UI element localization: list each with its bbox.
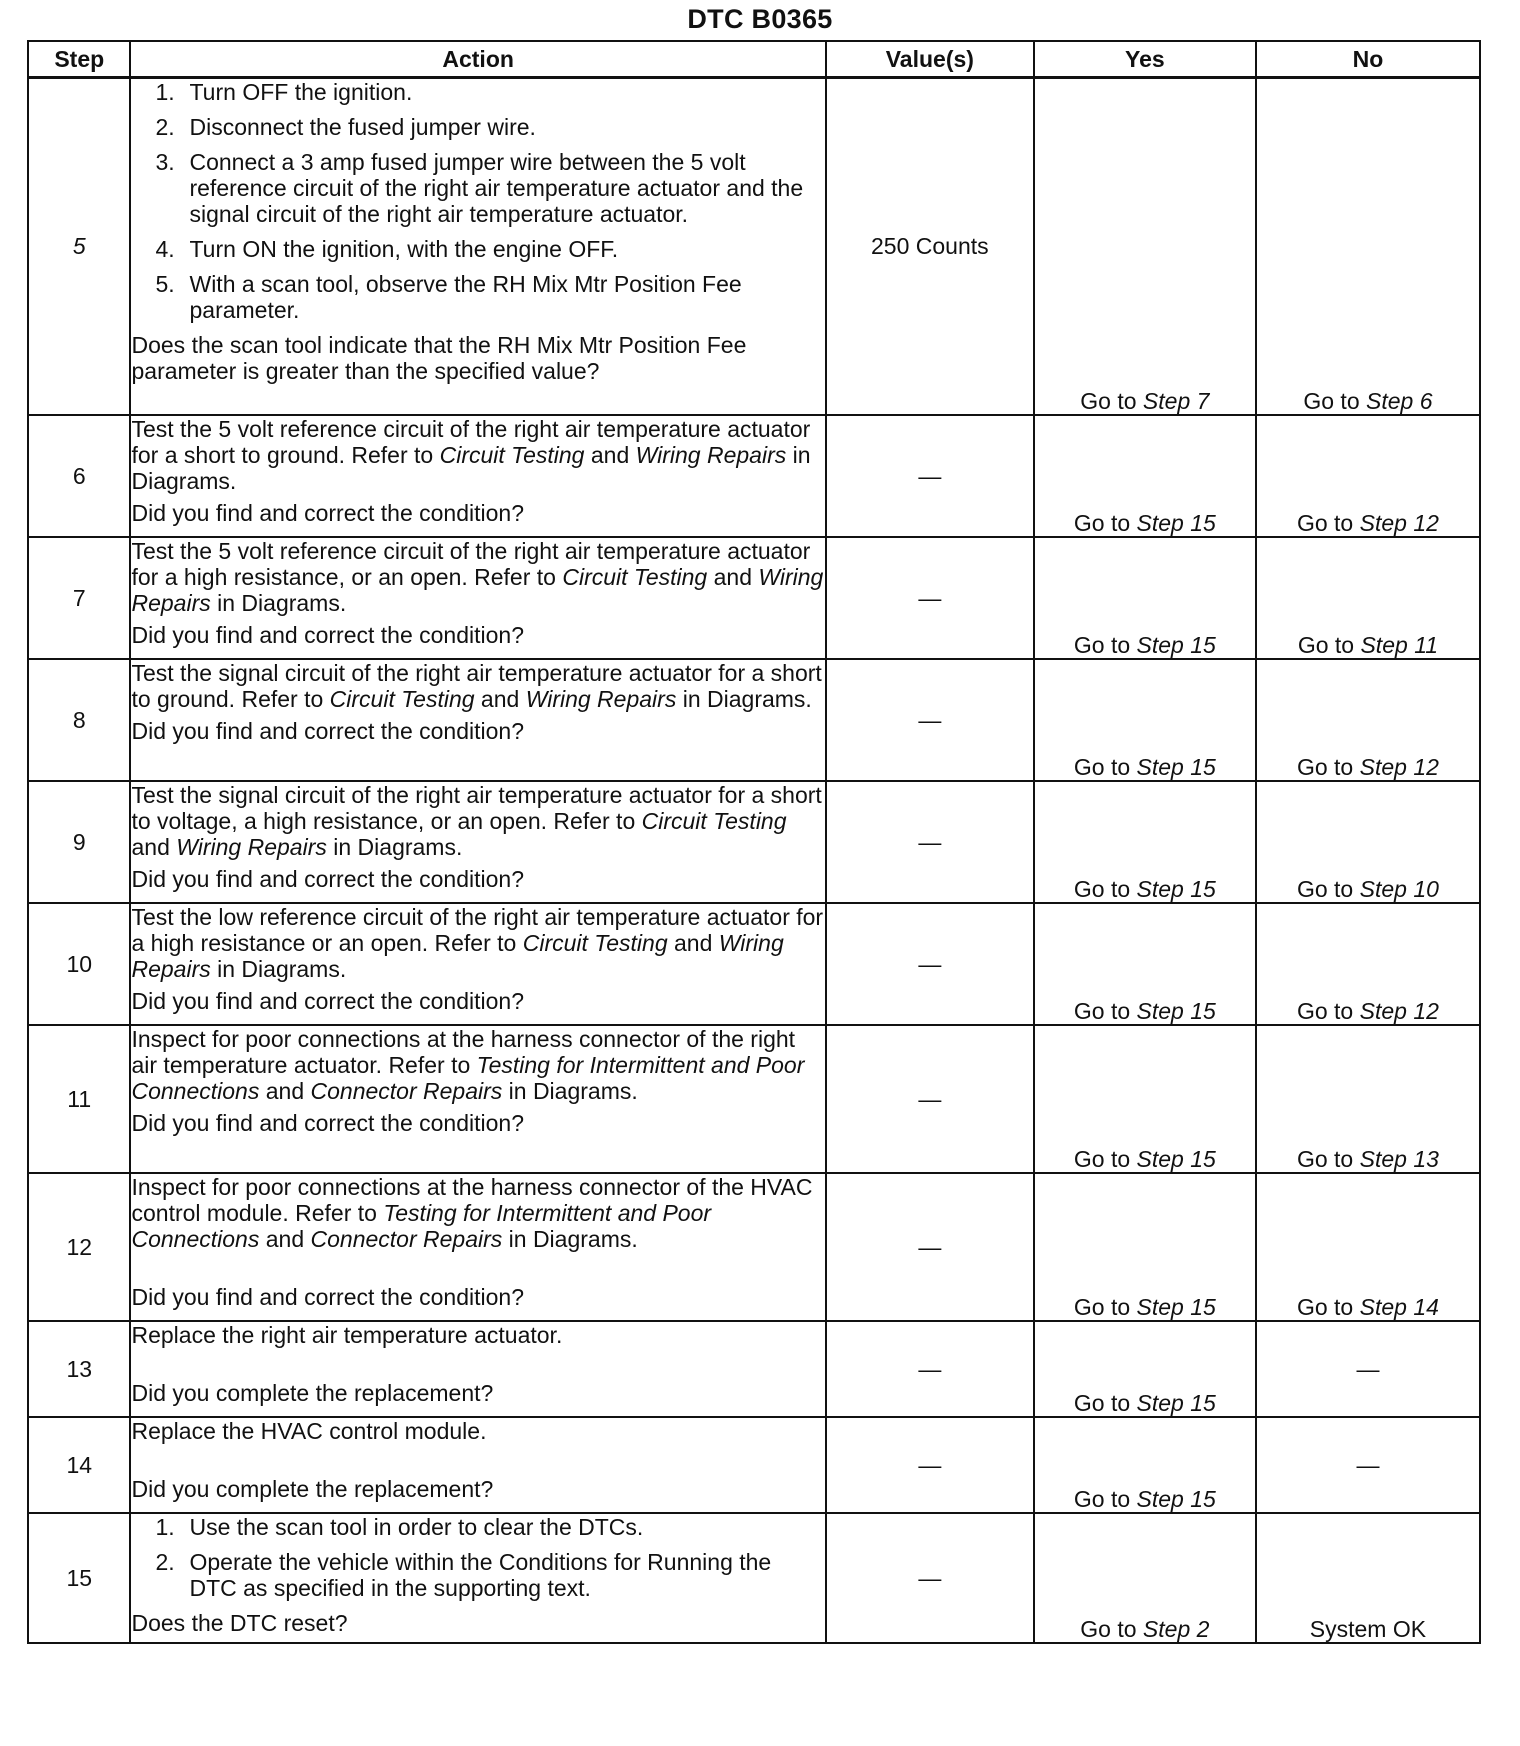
instruction: Test the 5 volt reference circuit of the right air temperature actuator for a short to ground. Refer to Circuit Testing and Wiring Repairs in Diagrams. — [131, 415, 811, 494]
table-row — [28, 1025, 1480, 1173]
question: Did you find and correct the condition? — [131, 499, 525, 526]
value-cell: — — [826, 659, 1034, 781]
question: Did you find and correct the condition? — [131, 717, 525, 744]
action-cell — [130, 415, 825, 537]
table-row — [28, 1173, 1480, 1321]
table-row — [28, 1417, 1480, 1513]
action-cell — [130, 659, 825, 781]
question: Did you find and correct the condition? — [131, 987, 525, 1014]
yes-cell: Go to Step 15 — [1034, 1025, 1256, 1173]
dtc-table — [27, 40, 1481, 1644]
list-item: 4. Turn ON the ignition, with the engine OFF. — [155, 236, 619, 262]
instruction: Replace the right air temperature actuator. — [131, 1321, 563, 1348]
no-cell: Go to Step 12 — [1256, 415, 1480, 537]
procedure-list — [131, 79, 824, 323]
question: Did you complete the replacement? — [131, 1379, 494, 1406]
step-number: 10 — [28, 903, 130, 1025]
value-cell: — — [826, 903, 1034, 1025]
no-cell: Go to Step 10 — [1256, 781, 1480, 903]
step-number: 9 — [28, 781, 130, 903]
step-number: 15 — [28, 1513, 130, 1643]
yes-cell: Go to Step 15 — [1034, 415, 1256, 537]
table-row — [28, 781, 1480, 903]
action-cell — [130, 903, 825, 1025]
table-row — [28, 903, 1480, 1025]
value-cell: — — [826, 415, 1034, 537]
value-cell: — — [826, 1513, 1034, 1643]
no-cell: Go to Step 11 — [1256, 537, 1480, 659]
action-cell — [130, 537, 825, 659]
action-cell — [130, 1321, 825, 1417]
step-number: 5 — [28, 78, 130, 415]
no-cell: — — [1256, 1321, 1480, 1417]
header-action: Action — [130, 41, 825, 78]
instruction: Inspect for poor connections at the harness connector of the right air temperature actuator. Refer to Testing for Intermittent and Poor Connections and Connector Repairs in Diagrams. — [131, 1025, 805, 1104]
value-cell: — — [826, 537, 1034, 659]
no-cell: Go to Step 6 — [1256, 78, 1480, 415]
list-item: 1. Use the scan tool in order to clear the DTCs. — [155, 1513, 644, 1540]
step-number: 6 — [28, 415, 130, 537]
document-title: DTC B0365 — [687, 4, 833, 34]
step-number: 12 — [28, 1173, 130, 1321]
table-row — [28, 1321, 1480, 1417]
step-number: 13 — [28, 1321, 130, 1417]
list-item: 2. Disconnect the fused jumper wire. — [155, 114, 536, 140]
no-cell: Go to Step 12 — [1256, 903, 1480, 1025]
yes-cell: Go to Step 15 — [1034, 659, 1256, 781]
no-cell: Go to Step 14 — [1256, 1173, 1480, 1321]
no-cell: Go to Step 12 — [1256, 659, 1480, 781]
question: Did you find and correct the condition? — [131, 865, 525, 892]
yes-cell: Go to Step 15 — [1034, 1417, 1256, 1513]
table-row — [28, 78, 1480, 415]
action-cell — [130, 1025, 825, 1173]
value-cell: 250 Counts — [826, 78, 1034, 415]
question: Does the scan tool indicate that the RH Mix Mtr Position Fee parameter is greater than the specified value? — [131, 332, 747, 384]
no-cell: — — [1256, 1417, 1480, 1513]
list-item: 1. Turn OFF the ignition. — [155, 79, 413, 105]
instruction: Test the low reference circuit of the right air temperature actuator for a high resistance or an open. Refer to Circuit Testing and Wiring Repairs in Diagrams. — [131, 903, 824, 982]
list-item: 5. With a scan tool, observe the RH Mix Mtr Position Fee parameter. — [155, 271, 742, 323]
question: Did you complete the replacement? — [131, 1475, 494, 1502]
list-item: 3. Connect a 3 amp fused jumper wire between the 5 volt reference circuit of the right air temperature actuator and the signal circuit of the right air temperature actuator. — [155, 149, 804, 227]
question: Did you find and correct the condition? — [131, 1109, 525, 1136]
action-cell — [130, 1417, 825, 1513]
list-item: 2. Operate the vehicle within the Conditions for Running the DTC as specified in the supporting text. — [155, 1548, 772, 1601]
instruction: Inspect for poor connections at the harness connector of the HVAC control module. Refer to Testing for Intermittent and Poor Connections and Connector Repairs in Diagrams. — [131, 1173, 813, 1252]
step-number: 8 — [28, 659, 130, 781]
yes-cell: Go to Step 2 — [1034, 1513, 1256, 1643]
no-cell: System OK — [1256, 1513, 1480, 1643]
step-number: 11 — [28, 1025, 130, 1173]
header-no: No — [1256, 41, 1480, 78]
instruction: Test the 5 volt reference circuit of the right air temperature actuator for a high resistance, or an open. Refer to Circuit Testing and Wiring Repairs in Diagrams. — [131, 537, 824, 616]
value-cell: — — [826, 1321, 1034, 1417]
table-row — [28, 415, 1480, 537]
no-cell: Go to Step 13 — [1256, 1025, 1480, 1173]
yes-cell: Go to Step 15 — [1034, 1321, 1256, 1417]
step-number: 7 — [28, 537, 130, 659]
value-cell: — — [826, 1173, 1034, 1321]
table-row — [28, 537, 1480, 659]
action-cell — [130, 78, 825, 415]
instruction: Test the signal circuit of the right air temperature actuator for a short to voltage, a high resistance, or an open. Refer to Circuit Testing and Wiring Repairs in Diagrams. — [131, 781, 822, 860]
yes-cell: Go to Step 15 — [1034, 903, 1256, 1025]
instruction: Test the signal circuit of the right air temperature actuator for a short to ground. Refer to Circuit Testing and Wiring Repairs in Diagrams. — [131, 659, 822, 712]
question: Did you find and correct the condition? — [131, 1283, 525, 1310]
yes-cell: Go to Step 15 — [1034, 537, 1256, 659]
procedure-list — [131, 1514, 824, 1601]
value-cell: — — [826, 781, 1034, 903]
yes-cell: Go to Step 15 — [1034, 781, 1256, 903]
step-number: 14 — [28, 1417, 130, 1513]
question: Did you find and correct the condition? — [131, 621, 525, 648]
value-cell: — — [826, 1025, 1034, 1173]
header-values: Value(s) — [826, 41, 1034, 78]
yes-cell: Go to Step 7 — [1034, 78, 1256, 415]
action-cell — [130, 1513, 825, 1643]
action-cell — [130, 781, 825, 903]
header-yes: Yes — [1034, 41, 1256, 78]
header-step: Step — [28, 41, 130, 78]
value-cell: — — [826, 1417, 1034, 1513]
question: Does the DTC reset? — [131, 1609, 348, 1636]
table-row — [28, 1513, 1480, 1643]
table-row — [28, 659, 1480, 781]
instruction: Replace the HVAC control module. — [131, 1417, 487, 1444]
yes-cell: Go to Step 15 — [1034, 1173, 1256, 1321]
header-row — [28, 41, 1480, 78]
action-cell — [130, 1173, 825, 1321]
